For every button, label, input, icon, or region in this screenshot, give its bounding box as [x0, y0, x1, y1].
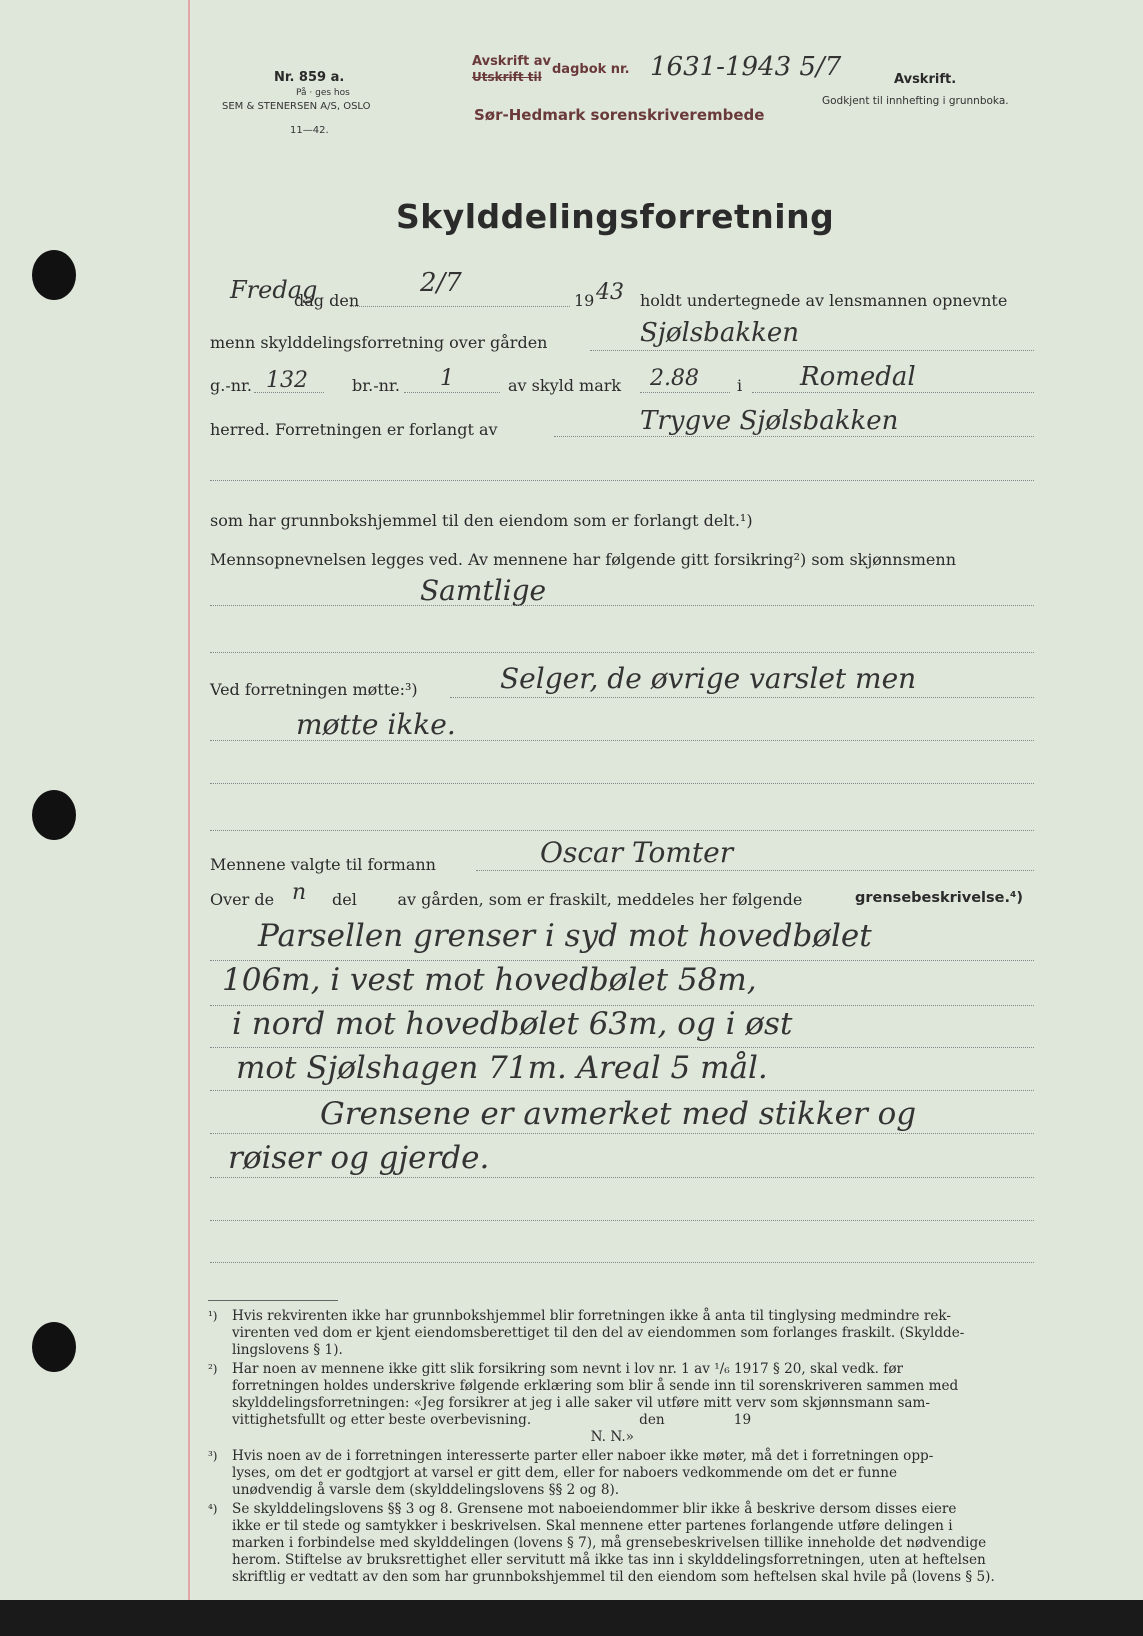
stamp-struck-text: Utskrift til — [472, 70, 542, 84]
fill-line — [210, 605, 1034, 606]
handwritten-municipality: Romedal — [800, 362, 916, 392]
handwritten-description-line: 106m, i vest mot hovedbølet 58m, — [222, 962, 757, 998]
margin-rule — [188, 0, 190, 1600]
mennsopnevnelsen-text: Mennsopnevnelsen legges ved. Av mennene har følgende gitt forsikring²) som skjønnsmenn — [210, 550, 957, 569]
fill-line — [210, 1220, 1034, 1221]
punch-hole — [32, 250, 76, 300]
mote-label: Ved forretningen møtte:³) — [210, 680, 418, 699]
fill-line — [752, 392, 1034, 393]
publisher-line: 11—42. — [290, 125, 329, 136]
fill-line — [210, 783, 1034, 784]
handwritten-formann: Oscar Tomter — [540, 836, 734, 869]
fill-line — [350, 306, 570, 307]
footnote-line: virenten ved dom er kjent eiendomsberettiget til den del av eiendommen som forlanges fraskilt. (Skyldde- — [232, 1325, 965, 1341]
footnote-line: unødvendig å varsle dem (skylddelingslovens §§ 2 og 8). — [232, 1482, 620, 1498]
over-prefix: Over de — [210, 890, 275, 909]
handwritten-year: 43 — [596, 280, 624, 305]
grense-label: grensebeskrivelse.⁴) — [855, 890, 1023, 906]
footnote-line: skylddelingsforretningen: «Jeg forsikrer at jeg i alle saker vil utføre mitt verv som skjønnsmann sam- — [232, 1395, 931, 1411]
formann-label: Mennene valgte til formann — [210, 855, 436, 874]
handwritten-description-line: Grensene er avmerket med stikker og — [320, 1096, 917, 1132]
footnote-line: marken i forbindelse med skylddelingen (lovens § 7), må grensebeskrivelsen tillike inneholde det nødvendige — [232, 1535, 987, 1551]
document-title: Skylddelingsforretning — [396, 197, 835, 236]
gnr-label: g.-nr. — [210, 376, 253, 395]
fill-line — [640, 392, 730, 393]
handwritten-mote-line2: møtte ikke. — [296, 708, 456, 741]
herred-text: herred. Forretningen er forlangt av — [210, 420, 498, 439]
footnote-line: lyses, om det er godtgjort at varsel er gitt dem, eller for naboers vedkommende om det er funne — [232, 1465, 898, 1481]
handwritten-date: 2/7 — [420, 268, 462, 298]
fill-line — [210, 740, 1034, 741]
footnote-line: skriftlig er vedtatt av den som har grunnbokshjemmel til den eiendom som heftelsen skal hvile på (lovens § 5). — [232, 1569, 995, 1585]
stamp-dagbok-label: dagbok nr. — [552, 62, 630, 77]
line1-text: holdt undertegnede av lensmannen opnevnte — [640, 291, 1008, 310]
handwritten-skyld: 2.88 — [650, 366, 699, 391]
fill-line — [404, 392, 500, 393]
fill-line — [210, 1262, 1034, 1263]
fill-line — [210, 1090, 1034, 1091]
handwritten-mote-line1: Selger, de øvrige varslet men — [500, 662, 917, 695]
fill-line — [476, 870, 1034, 871]
handwritten-over: n — [292, 880, 307, 905]
godkjent-text: Godkjent til innhefting i grunnboka. — [822, 95, 1009, 107]
brnr-label: br.-nr. — [352, 376, 400, 395]
fill-line — [590, 350, 1034, 351]
handwritten-farm-name: Sjølsbakken — [640, 318, 799, 348]
fill-line — [554, 436, 1034, 437]
footnote-1 — [208, 1308, 965, 1359]
handwritten-description-line: røiser og gjerde. — [228, 1140, 490, 1176]
fill-line — [210, 1133, 1034, 1134]
avskrift-label: Avskrift. — [894, 72, 957, 87]
handwritten-brnr: 1 — [440, 366, 454, 391]
footnote-line: forretningen holdes underskrive følgende erklæring som blir å sende inn til sorenskriveren sammen med — [232, 1378, 959, 1394]
dagbok-number: 1631-1943 5/7 — [650, 52, 842, 82]
scan-border — [0, 1600, 1143, 1636]
fill-line — [210, 1047, 1034, 1048]
footnote-line: Hvis noen av de i forretningen interesserte parter eller naboer ikke møter, må det i forretningen opp- — [232, 1448, 934, 1464]
footnote-separator — [208, 1300, 338, 1301]
footnote-mark: ¹) — [208, 1309, 218, 1323]
handwritten-forsikring: Samtlige — [420, 574, 547, 607]
line2-text: menn skylddelingsforretning over gården — [210, 333, 548, 352]
fill-line — [210, 830, 1034, 831]
footnote-line: lingslovens § 1). — [232, 1342, 343, 1358]
footnote-2 — [208, 1361, 959, 1446]
publisher-line: På · ges hos — [296, 88, 350, 98]
footnote-mark: ⁴) — [208, 1502, 218, 1516]
stamp-avskrift-av: Avskrift av — [472, 54, 551, 69]
footnote-4 — [208, 1501, 995, 1586]
footnote-line: Se skylddelingslovens §§ 3 og 8. Grensene mot naboeiendommer blir ikke å beskrive dersom disses eiere — [232, 1501, 957, 1517]
footnote-line: N. N.» — [232, 1429, 634, 1445]
hjemmel-text: som har grunnbokshjemmel til den eiendom som er forlangt delt.¹) — [210, 511, 753, 530]
footnote-line: ikke er til stede og samtykker i beskrivelsen. Skal mennene etter partenes forlangende utføre delingen i — [232, 1518, 953, 1534]
year-prefix: 19 — [574, 291, 595, 310]
fill-line — [210, 652, 1034, 653]
footnote-line: Hvis rekvirenten ikke har grunnbokshjemmel blir forretningen ikke å anta til tinglysing medmindre rek- — [232, 1308, 951, 1324]
punch-hole — [32, 1322, 76, 1372]
stamp-office: Sør-Hedmark sorenskriverembede — [474, 106, 765, 124]
footnote-mark: ³) — [208, 1449, 218, 1463]
footnote-3 — [208, 1448, 934, 1499]
handwritten-day: Fredag — [230, 276, 318, 304]
fill-line — [450, 697, 1034, 698]
handwritten-description-line: Parsellen grenser i syd mot hovedbølet — [258, 918, 872, 954]
fill-line — [210, 480, 1034, 481]
handwritten-description-line: i nord mot hovedbølet 63m, og i øst — [232, 1006, 793, 1042]
form-number: Nr. 859 a. — [274, 70, 345, 85]
footnote-line: Har noen av mennene ikke gitt slik forsikring som nevnt i lov nr. 1 av ¹/₆ 1917 § 20, skal vedk. før — [232, 1361, 904, 1377]
over-text: del av gården, som er fraskilt, meddeles her følgende — [332, 890, 803, 909]
handwritten-description-line: mot Sjølshagen 71m. Areal 5 mål. — [236, 1050, 768, 1086]
publisher-line: SEM & STENERSEN A/S, OSLO — [222, 101, 371, 112]
handwritten-gnr: 132 — [266, 368, 308, 393]
handwritten-requested-by: Trygve Sjølsbakken — [640, 406, 899, 436]
footnote-line: herom. Stiftelse av bruksrettighet eller servitutt må ikke tas inn i skylddelingsforretningen, uten at heftelsen — [232, 1552, 986, 1568]
i-label: i — [737, 376, 743, 395]
fill-line — [210, 960, 1034, 961]
footnote-mark: ²) — [208, 1362, 218, 1376]
skyld-label: av skyld mark — [508, 376, 622, 395]
day-suffix: dag den — [294, 291, 360, 310]
punch-hole — [32, 790, 76, 840]
footnote-line: vittighetsfullt og etter beste overbevisning. den 19 — [232, 1412, 752, 1428]
fill-line — [210, 1177, 1034, 1178]
